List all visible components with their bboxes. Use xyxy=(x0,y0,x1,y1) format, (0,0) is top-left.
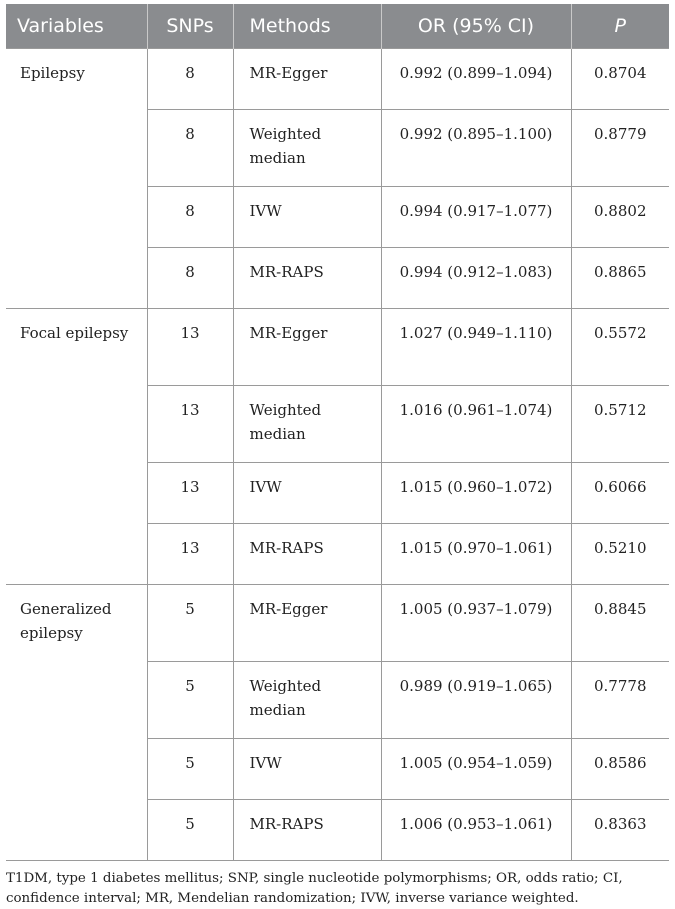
method-cell: IVW xyxy=(233,739,381,800)
snps-cell: 5 xyxy=(147,800,233,861)
or-cell: 0.992 (0.895–1.100) xyxy=(381,110,571,187)
p-cell: 0.6066 xyxy=(571,463,669,524)
method-cell: MR-RAPS xyxy=(233,524,381,585)
or-cell: 0.989 (0.919–1.065) xyxy=(381,662,571,739)
snps-cell: 13 xyxy=(147,524,233,585)
results-table-container xyxy=(6,4,669,909)
variable-cell: Focal epilepsy xyxy=(6,309,147,585)
method-cell: MR-RAPS xyxy=(233,248,381,309)
or-cell: 1.016 (0.961–1.074) xyxy=(381,386,571,463)
p-cell: 0.8586 xyxy=(571,739,669,800)
or-cell: 1.005 (0.937–1.079) xyxy=(381,585,571,662)
or-cell: 1.005 (0.954–1.059) xyxy=(381,739,571,800)
table-row xyxy=(6,49,669,110)
p-cell: 0.8704 xyxy=(571,49,669,110)
table-row xyxy=(6,309,669,386)
results-table xyxy=(6,4,669,861)
table-header xyxy=(6,4,669,49)
variable-cell: Generalized epilepsy xyxy=(6,585,147,861)
header-row xyxy=(6,4,669,49)
p-cell: 0.8779 xyxy=(571,110,669,187)
snps-cell: 5 xyxy=(147,662,233,739)
p-cell: 0.7778 xyxy=(571,662,669,739)
method-cell: Weighted median xyxy=(233,386,381,463)
method-cell: Weighted median xyxy=(233,662,381,739)
method-cell: IVW xyxy=(233,187,381,248)
method-cell: MR-Egger xyxy=(233,585,381,662)
snps-cell: 5 xyxy=(147,585,233,662)
table-body xyxy=(6,49,669,861)
header-or: OR (95% CI) xyxy=(381,4,571,49)
method-cell: MR-Egger xyxy=(233,309,381,386)
header-p: P xyxy=(571,4,669,49)
p-cell: 0.5572 xyxy=(571,309,669,386)
header-variables: Variables xyxy=(6,4,147,49)
p-cell: 0.8845 xyxy=(571,585,669,662)
method-cell: Weighted median xyxy=(233,110,381,187)
method-cell: MR-RAPS xyxy=(233,800,381,861)
snps-cell: 13 xyxy=(147,309,233,386)
or-cell: 1.015 (0.960–1.072) xyxy=(381,463,571,524)
or-cell: 0.994 (0.912–1.083) xyxy=(381,248,571,309)
p-cell: 0.8363 xyxy=(571,800,669,861)
or-cell: 1.006 (0.953–1.061) xyxy=(381,800,571,861)
snps-cell: 13 xyxy=(147,463,233,524)
or-cell: 1.015 (0.970–1.061) xyxy=(381,524,571,585)
variable-cell: Epilepsy xyxy=(6,49,147,309)
p-cell: 0.8802 xyxy=(571,187,669,248)
header-methods: Methods xyxy=(233,4,381,49)
table-footnote: T1DM, type 1 diabetes mellitus; SNP, single nucleotide polymorphisms; OR, odds ratio; CI, confidence interval; MR, Mendelian randomization; IVW, inverse variance weighted. xyxy=(6,871,623,906)
p-cell: 0.5210 xyxy=(571,524,669,585)
p-cell: 0.5712 xyxy=(571,386,669,463)
method-cell: IVW xyxy=(233,463,381,524)
or-cell: 0.992 (0.899–1.094) xyxy=(381,49,571,110)
or-cell: 0.994 (0.917–1.077) xyxy=(381,187,571,248)
snps-cell: 13 xyxy=(147,386,233,463)
or-cell: 1.027 (0.949–1.110) xyxy=(381,309,571,386)
snps-cell: 8 xyxy=(147,49,233,110)
snps-cell: 8 xyxy=(147,187,233,248)
method-cell: MR-Egger xyxy=(233,49,381,110)
snps-cell: 8 xyxy=(147,248,233,309)
snps-cell: 5 xyxy=(147,739,233,800)
header-snps: SNPs xyxy=(147,4,233,49)
table-row xyxy=(6,585,669,662)
p-cell: 0.8865 xyxy=(571,248,669,309)
snps-cell: 8 xyxy=(147,110,233,187)
